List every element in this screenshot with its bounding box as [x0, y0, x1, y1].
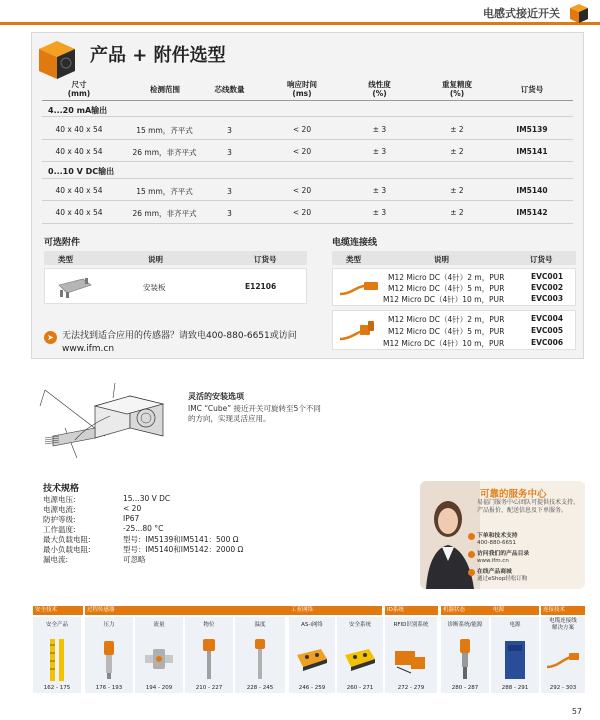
row-rule: [42, 223, 573, 224]
contact-note: [62, 330, 297, 356]
row-rule: [42, 116, 573, 117]
acc-col-desc: 说明: [148, 255, 163, 264]
tile-label: 流量: [153, 622, 165, 628]
cable-block: [332, 310, 576, 350]
category-tile[interactable]: [441, 617, 489, 693]
cell-order: IM5140: [516, 186, 548, 195]
row-rule: [42, 161, 573, 162]
cable-desc: M12 Micro DC（4针）2 m，PUR: [388, 315, 505, 324]
service-item-phone: [477, 533, 518, 547]
category-tile[interactable]: [33, 617, 81, 693]
arrow-right-icon: ➤: [44, 331, 57, 344]
cell-size: 40 x 40 x 54: [55, 125, 103, 134]
spec-value: IP67: [123, 514, 140, 523]
cable-order: EVC005: [531, 326, 564, 335]
spec-value: < 20: [123, 504, 142, 513]
service-center-box: [420, 481, 585, 589]
cell-repeat: ± 2: [450, 125, 464, 134]
mounting-plate-icon: [57, 275, 93, 299]
section-title: 电感式接近开关: [483, 7, 560, 20]
top-bar-rule: [0, 22, 600, 25]
angled-cable-icon: [338, 317, 380, 345]
col-wires: 芯线数量: [214, 85, 245, 94]
category-tile[interactable]: [185, 617, 233, 693]
category-tag: ID系统: [385, 606, 438, 615]
group-title: 4...20 mA输出: [48, 106, 108, 115]
power-supply-icon: [503, 641, 527, 679]
tile-label: 电缆连接线 解决方案: [549, 618, 577, 631]
catalog-icon: [468, 551, 475, 558]
category-tag: 工业网络: [289, 606, 382, 615]
category-tile[interactable]: [85, 617, 133, 693]
cell-repeat: ± 2: [450, 208, 464, 217]
cell-order: IM5139: [516, 125, 548, 134]
cable-desc: M12 Micro DC（4针）10 m，PUR: [383, 295, 505, 304]
acc-col-type: 类型: [58, 255, 73, 264]
cell-linearity: ± 3: [372, 186, 387, 195]
temperature-sensor-icon: [252, 639, 268, 681]
cell-linearity: ± 3: [372, 208, 387, 217]
pressure-sensor-icon: [101, 639, 117, 681]
cable-desc: M12 Micro DC（4针）2 m，PUR: [388, 273, 505, 282]
category-tile[interactable]: [289, 617, 335, 693]
category-strip: [33, 606, 585, 696]
service-item-text: 400-880-6651: [477, 540, 516, 546]
safety-module-icon: [343, 647, 377, 673]
cable-order: EVC002: [531, 283, 564, 292]
tile-label: 诊断系统/能源: [447, 622, 483, 628]
cell-wires: 3: [227, 126, 232, 135]
category-tile[interactable]: [541, 617, 585, 693]
spec-label: 防护等级:: [43, 515, 76, 524]
light-curtain-icon: [49, 639, 65, 681]
sensor-mounting-illustration: [35, 378, 190, 463]
tile-label: 电源: [509, 622, 521, 628]
header-rule: [42, 100, 573, 101]
col-linearity: 线性度 (%): [368, 80, 391, 98]
service-item-eshop: [477, 569, 527, 583]
tile-range: 210 - 227: [195, 685, 223, 691]
row-rule: [42, 200, 573, 201]
cart-icon: [468, 569, 475, 576]
cell-response: < 20: [292, 125, 312, 134]
cell-wires: 3: [227, 187, 232, 196]
spec-label: 工作温度:: [43, 525, 76, 534]
sensor-cube-icon: [35, 37, 79, 81]
cell-range: 26 mm，非齐平式: [132, 209, 197, 218]
mounting-title: 灵活的安装选项: [188, 392, 244, 401]
accessory-row: [44, 268, 307, 304]
top-bar: [0, 0, 600, 26]
category-tag: 连接技术: [541, 606, 585, 615]
cab-col-desc: 说明: [434, 255, 449, 264]
specs-title: 技术规格: [43, 484, 80, 494]
level-sensor-icon: [201, 639, 217, 681]
cab-col-type: 类型: [346, 255, 361, 264]
contact-link[interactable]: www.ifm.cn: [62, 344, 115, 354]
cab-col-order: 订货号: [530, 255, 553, 264]
accessories-title: 可选附件: [44, 238, 81, 248]
tile-range: 272 - 279: [397, 685, 425, 691]
spec-label: 电源电压:: [43, 495, 76, 504]
cell-response: < 20: [292, 147, 312, 156]
cable-order: EVC004: [531, 314, 564, 323]
service-title: 可靠的服务中心: [480, 489, 547, 500]
tile-range: 194 - 209: [145, 685, 173, 691]
cables-header: [332, 251, 576, 265]
cable-desc: M12 Micro DC（4针）5 m，PUR: [388, 327, 505, 336]
phone-icon: [468, 533, 475, 540]
cables-title: 电缆连接线: [332, 238, 378, 248]
cable-order: EVC006: [531, 338, 564, 347]
cable-block: [332, 268, 576, 306]
cable-desc: M12 Micro DC（4针）5 m，PUR: [388, 284, 505, 293]
service-item-title: 下单和技术支持: [477, 533, 518, 539]
tile-range: 280 - 287: [451, 685, 479, 691]
tile-range: 288 - 291: [501, 685, 529, 691]
as-i-module-icon: [295, 647, 329, 673]
cell-size: 40 x 40 x 54: [55, 186, 103, 195]
spec-label: 最小负载电阻:: [43, 545, 91, 554]
spec-label: 漏电流:: [43, 555, 69, 564]
spec-label: 电源电流:: [43, 505, 76, 514]
cell-size: 40 x 40 x 54: [55, 147, 103, 156]
cell-repeat: ± 2: [450, 147, 464, 156]
service-desc: 易福门服务中心团队可提供技术支持、产品报价、配送信息及下单服务。: [477, 499, 580, 514]
cell-range: 15 mm，齐平式: [136, 126, 193, 135]
col-order: 订货号: [520, 85, 544, 94]
service-item-text[interactable]: www.ifm.cn: [477, 558, 509, 564]
cable-order: EVC003: [531, 294, 564, 303]
tile-label: 压力: [103, 622, 115, 628]
cable-desc: M12 Micro DC（4针）10 m，PUR: [383, 339, 505, 348]
cell-repeat: ± 2: [450, 186, 464, 195]
tile-range: 292 - 303: [549, 685, 577, 691]
cell-response: < 20: [292, 186, 312, 195]
tile-range: 162 - 175: [43, 685, 71, 691]
spec-value: 可忽略: [123, 555, 146, 564]
rfid-system-icon: [393, 645, 429, 675]
spec-value: 型号：IM5140和IM5142：2000 Ω: [123, 545, 244, 554]
tile-label: 温度: [254, 622, 266, 628]
category-tag: 机器状态: [441, 606, 491, 615]
spec-value: 15...30 V DC: [123, 494, 171, 503]
cable-order: EVC001: [531, 272, 564, 281]
category-tile[interactable]: [337, 617, 383, 693]
cell-response: < 20: [292, 208, 312, 217]
row-rule: [42, 178, 573, 179]
col-repeat: 重复精度 (%): [442, 80, 472, 98]
flow-sensor-icon: [145, 647, 173, 671]
tile-label: 物位: [203, 622, 215, 628]
tile-label: AS-i网络: [301, 622, 323, 628]
category-tile[interactable]: [491, 617, 539, 693]
cell-range: 15 mm，齐平式: [136, 187, 193, 196]
group-title: 0...10 V DC输出: [48, 167, 115, 176]
spec-label: 最大负载电阻:: [43, 535, 91, 544]
service-item-text: 通过eShop轻松订购: [477, 576, 528, 582]
row-rule: [42, 139, 573, 140]
tile-range: 176 - 193: [95, 685, 123, 691]
cell-size: 40 x 40 x 54: [55, 208, 103, 217]
tile-label: 安全产品: [45, 622, 68, 628]
spec-value: 型号：IM5139和IM5141：500 Ω: [123, 535, 239, 544]
category-tile[interactable]: [235, 617, 285, 693]
col-range: 检测范围: [150, 85, 180, 94]
product-panel: [31, 32, 584, 359]
category-tile[interactable]: [385, 617, 437, 693]
tile-label: RFID识别系统: [393, 622, 429, 628]
cell-linearity: ± 3: [372, 125, 387, 134]
straight-cable-icon: [338, 276, 380, 300]
tile-range: 246 - 259: [298, 685, 326, 691]
contact-text: 无法找到适合应用的传感器？请致电400-880-6651或访问: [62, 331, 297, 341]
tile-range: 228 - 245: [246, 685, 274, 691]
cube-logo-icon: [568, 2, 590, 24]
page-number: 57: [571, 707, 582, 716]
acc-col-order: 订货号: [254, 255, 277, 264]
category-tag: 过程传感器: [85, 606, 334, 615]
spec-value: -25...80 °C: [123, 524, 164, 533]
vibration-sensor-icon: [457, 639, 473, 681]
category-tile[interactable]: [135, 617, 183, 693]
accessories-header: [44, 251, 307, 265]
cell-linearity: ± 3: [372, 147, 387, 156]
cable-connector-icon: [545, 645, 581, 673]
service-item-title: 访问我们的产品目录: [477, 551, 530, 557]
accessory-order: E12106: [245, 282, 277, 291]
accessory-desc: 安装板: [143, 283, 166, 292]
col-response: 响应时间 (ms): [287, 80, 317, 98]
cell-order: IM5142: [516, 208, 548, 217]
service-item-catalog: [477, 551, 529, 565]
col-size: 尺寸 (mm): [67, 80, 91, 98]
cell-range: 26 mm，非齐平式: [132, 148, 197, 157]
mounting-text: IMC “Cube” 接近开关可旋转至5个不同的方向，实现灵活应用。: [188, 404, 321, 423]
tile-label: 安全系统: [348, 622, 371, 628]
product-title: 产品 + 附件选型: [90, 45, 226, 66]
service-item-title: 在线产品商城: [477, 569, 512, 575]
category-tag: 安全技术: [33, 606, 83, 615]
category-tag: 电源: [491, 606, 539, 615]
cell-wires: 3: [227, 148, 232, 157]
cell-order: IM5141: [516, 147, 548, 156]
tile-range: 260 - 271: [346, 685, 374, 691]
cell-wires: 3: [227, 209, 232, 218]
